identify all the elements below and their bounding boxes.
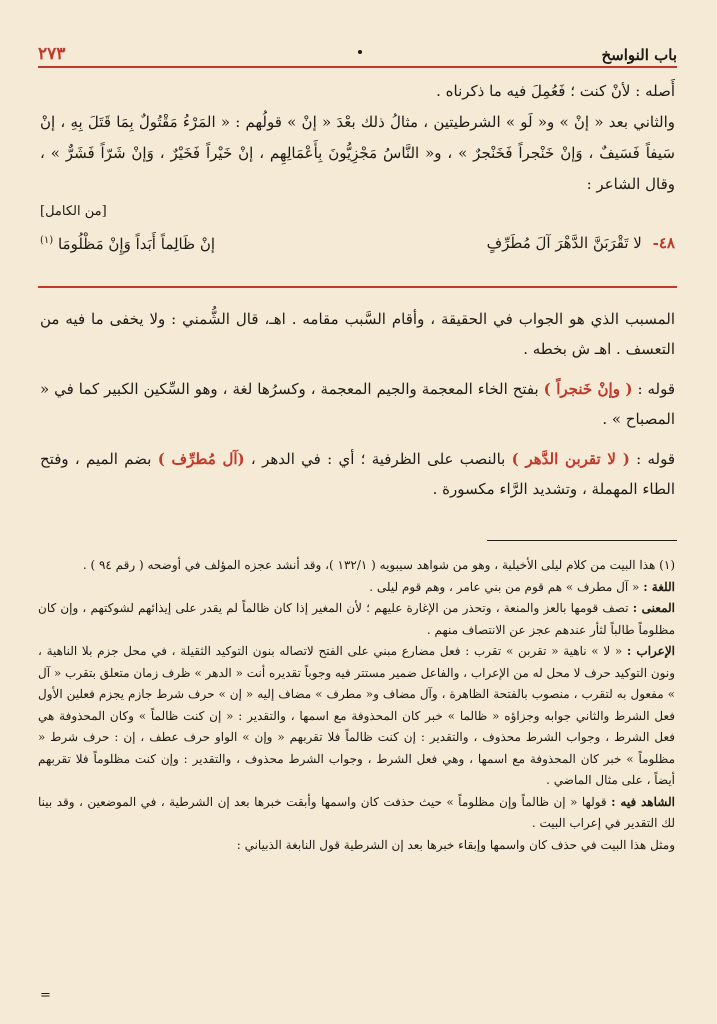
commentary-p3-lemma-1: ( لا تقربن الدَّهر ) bbox=[511, 450, 630, 468]
verse-first-hemistich: لا تَقْرَبَنَّ الدَّهْرَ آلَ مُطَرِّفٍ bbox=[486, 233, 642, 252]
footnote-lugha bbox=[38, 577, 675, 599]
main-line-1: أَصله : لأنْ كنت ؛ فَعُمِلَ فيه ما ذكرناه . bbox=[436, 82, 675, 100]
commentary-p3-lemma-2: (آل مُطرِّف ) bbox=[157, 450, 245, 468]
maana-label: المعنى : bbox=[632, 601, 675, 615]
chapter-title: باب النواسخ bbox=[601, 46, 677, 64]
footnote-last: ومثل هذا البيت في حذف كان واسمها وإبقاء خبرها بعد إن الشرطية قول النابغة الذبياني : bbox=[236, 837, 675, 852]
verse-meta bbox=[40, 200, 675, 224]
irab-label: الإعراب : bbox=[626, 644, 675, 658]
commentary-p3-lead: قوله : bbox=[629, 450, 675, 468]
verse-footnote-marker: (١) bbox=[40, 235, 54, 246]
maana-text: تصف قومها بالعز والمنعة ، وتحذر من الإغارة عليهم ؛ لأن المغير إذا كان ظالماً لم يقدر على إيذائهم لشوكتهم ، وإن كان مظلوماً طالباً لثأر عندهم عجز عن الانتصاف منهم . bbox=[38, 601, 675, 637]
page-number: ٢٧٣ bbox=[38, 44, 66, 64]
commentary-p3-body-1: بالنصب على الظرفية ؛ أي : في الدهر ، bbox=[244, 450, 512, 468]
commentary-rule bbox=[38, 286, 677, 288]
verse-number: ٤٨- bbox=[652, 233, 675, 252]
footnote-1: (١) هذا البيت من كلام ليلى الأخيلية ، وهو من شواهد سيبويه ( ١٣٢/١ )، وقد أنشد عجزه المؤلف في أوضحه ( رقم ٩٤ ) . bbox=[82, 558, 675, 572]
irab-text: « لا » ناهية « تقربن » تقرب : فعل مضارع مبني على الفتح لاتصاله بنون التوكيد الثقيلة ، في محل جزم بلا الناهية ، ونون التوكيد حرف لا محل له من الإعراب ، والفاعل ضمير مستتر فيه وجوباً تقديره أنت « الدهر » ظرف زمان متعلق بتقرب « آل » مفعول به لتقرب ، منصوب بالفتحة الظاهرة ، وآل مضاف و« مطرف » مضاف إليه « إن » حرف شرط جازم يجزم فعلين الأول فعل الشرط والثاني جوابه وجزاؤه « ظالما » خبر كان المحذوفة مع اسمها ، والتقدير : « إن كنت ظالماً » وكان المحذوفة هي فعل الشرط ، وجواب الشرط محذوف ، والتقدير : إن كنت ظالماً فلا تقربهم « وإن » الواو حرف عطف ، إن : حرف شرط « مظلوماً » خبر كان المحذوفة مع اسمها ، وهي فعل الشرط ، وجواب الشرط محذوف ، والتقدير : وإن كنت مظلوماً فلا تقربهم أيضاً ، على مثال الماضي . bbox=[38, 644, 675, 787]
lugha-text: « آل مطرف » هم قوم من بني عامر ، وهم قوم ليلى . bbox=[369, 579, 644, 594]
footnote-rule bbox=[487, 540, 677, 541]
commentary-p3-body-2: بضم الميم ، وفتح الطاء المهملة ، وتشديد الرَّاء مكسورة . bbox=[40, 450, 675, 498]
footnotes bbox=[38, 555, 675, 856]
lugha-label: اللغة : bbox=[643, 579, 675, 594]
main-paragraph-2: والثاني بعد « إنْ » و« لَو » الشرطيتين ، مثالُ ذلك بعْدَ « إنْ » قولُهم : « المَرْءُ مَقْتُولٌ بِمَا قَتَلَ بِهِ ، إنْ سَيفاً فَسَيفٌ ، وَإنْ خَنْجراً فَخَنْجرٌ » ، و« النَّاسُ مَجْزِيُّونَ بِأَعْمَالِهِم ، إنْ خَيْراً فَخَيْرٌ ، وَإنْ شَرّاً فَشَرٌّ » ، وقال الشاعر : bbox=[40, 113, 675, 193]
meter-label: [من الكامل] bbox=[40, 204, 107, 219]
shahid-label: الشاهد فيه : bbox=[611, 794, 675, 809]
commentary-p2-lemma: ( وإنْ خَنجراً ) bbox=[543, 380, 633, 398]
shahid-text: قولها « إن ظالماً وإن مظلوماً » حيث حذفت كان واسمها وأبقت خبرها بعد إن الشرطية ، في الموضعين ، وقد بينا لك التقدير في إعراب البيت . bbox=[38, 794, 675, 830]
commentary-text bbox=[40, 304, 675, 514]
commentary-p2-body: بفتح الخاء المعجمة والجيم المعجمة ، وكسرُها لغة ، وهو السِّكين الكبير كما في « المصباح » . bbox=[40, 380, 675, 428]
commentary-paragraph-2 bbox=[40, 374, 675, 434]
footnote-shahid bbox=[38, 792, 675, 835]
footnote-irab bbox=[38, 641, 675, 792]
main-text bbox=[40, 76, 675, 259]
footnote-maana bbox=[38, 598, 675, 641]
header-dot bbox=[358, 50, 362, 54]
continuation-mark: = bbox=[40, 988, 51, 1003]
commentary-paragraph-3 bbox=[40, 444, 675, 504]
page-header bbox=[38, 40, 677, 64]
commentary-paragraph-1: المسبب الذي هو الجواب في الحقيقة ، وأقام السَّبب مقامه . اهـ، قال الشُّمني : ولا يخفى ما فيه من التعسف . اهـ ش بخطه . bbox=[40, 310, 675, 358]
verse-second-hemistich: إنْ ظَالِماً أَبَداً وَإِنْ مَظْلُومَا bbox=[57, 235, 216, 253]
commentary-p2-lead: قوله : bbox=[632, 380, 676, 398]
verse-48 bbox=[40, 226, 675, 259]
header-rule bbox=[38, 66, 677, 68]
